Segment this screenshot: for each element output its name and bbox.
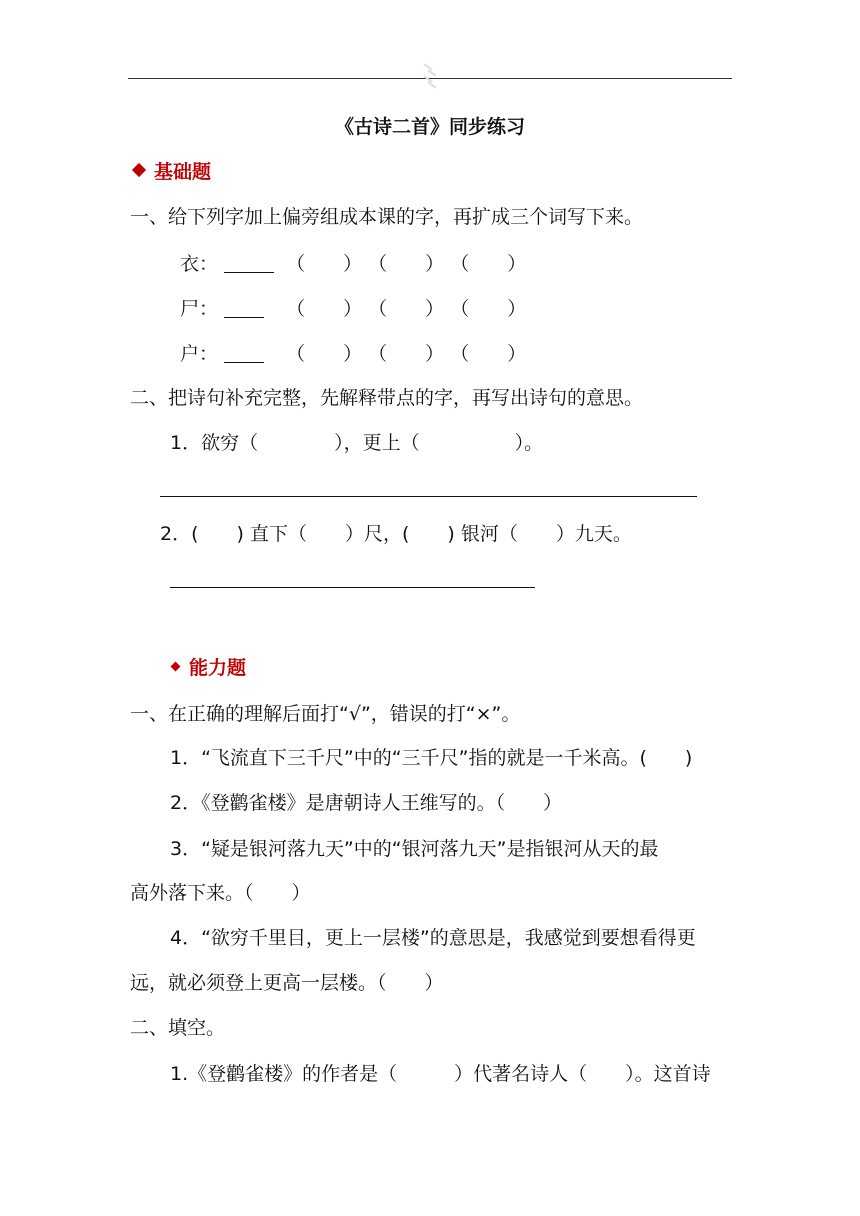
diamond-bullet-icon	[171, 662, 181, 672]
word-paren[interactable]: （ ）	[368, 343, 445, 365]
radical-row-2	[180, 299, 526, 319]
radical-row-3	[180, 344, 526, 364]
radical-char: 尸：	[180, 298, 219, 320]
word-paren[interactable]: （ ）	[450, 253, 527, 275]
fill-item-1: 1.《登鹳雀楼》的作者是（ ）代著名诗人（ ）。这首诗	[170, 1063, 711, 1085]
radical-char: 户：	[180, 343, 219, 365]
judge-item-4-line-1: 4．“欲穷千里目，更上一层楼”的意思是，我感觉到要想看得更	[170, 927, 696, 949]
word-paren[interactable]: （ ）	[368, 253, 445, 275]
word-paren[interactable]: （ ）	[450, 343, 527, 365]
radical-char: 衣：	[180, 253, 219, 275]
word-paren[interactable]: （ ）	[368, 298, 445, 320]
section-heading-ability-label: 能力题	[189, 657, 247, 679]
question-stem: 一、在正确的理解后面打“√”，错误的打“×”。	[130, 703, 521, 725]
poem-item-1: 1．欲穷（ ），更上（ ）。	[170, 432, 544, 454]
question-stem: 一、给下列字加上偏旁组成本课的字，再扩成三个词写下来。	[130, 206, 644, 228]
word-paren[interactable]: （ ）	[286, 298, 363, 320]
judge-item-1: 1．“飞流直下三千尺”中的“三千尺”指的就是一千米高。( )	[170, 747, 693, 769]
question-stem: 二、把诗句补充完整，先解释带点的字，再写出诗句的意思。	[130, 387, 644, 409]
answer-line[interactable]	[160, 496, 697, 497]
word-paren[interactable]: （ ）	[286, 253, 363, 275]
section-heading-basic-label: 基础题	[154, 161, 212, 183]
watermark-logo	[418, 60, 442, 90]
judge-item-2: 2．《登鹳雀楼》是唐朝诗人王维写的。（ ）	[170, 792, 563, 814]
answer-line[interactable]	[170, 587, 535, 588]
question-stem: 二、填空。	[130, 1017, 226, 1039]
section-heading-ability	[172, 659, 246, 678]
word-paren[interactable]: （ ）	[286, 343, 363, 365]
answer-blank[interactable]	[224, 344, 264, 363]
word-paren[interactable]: （ ）	[450, 298, 527, 320]
section-heading-basic	[134, 163, 211, 182]
judge-item-3-line-1: 3．“疑是银河落九天”中的“银河落九天”是指银河从天的最	[170, 838, 659, 860]
poem-item-2: 2．( ) 直下（ ）尺，( ) 银河（ ）九天。	[160, 523, 632, 545]
page-title: 《古诗二首》同步练习	[334, 116, 525, 138]
answer-blank[interactable]	[224, 254, 274, 273]
diamond-bullet-icon	[132, 163, 146, 177]
answer-blank[interactable]	[224, 299, 264, 318]
judge-item-4-line-2: 远，就必须登上更高一层楼。（ ）	[130, 972, 444, 994]
judge-item-3-line-2: 高外落下来。（ ）	[130, 882, 311, 904]
radical-row-1	[180, 254, 526, 274]
